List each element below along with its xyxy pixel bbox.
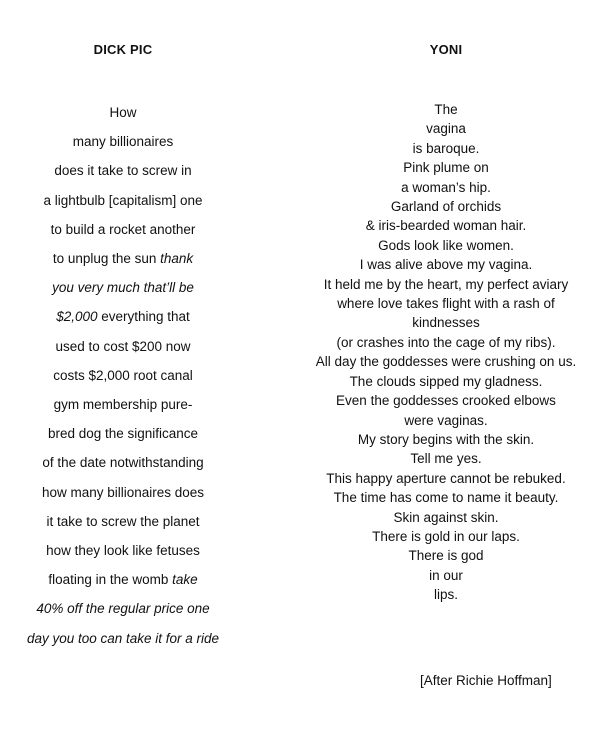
- poem-line: [10, 156, 236, 185]
- poem-line: kindnesses: [412, 315, 480, 331]
- poem-line: [10, 273, 236, 302]
- text-segment: how they look like fetuses: [46, 543, 200, 559]
- text-segment: floating in the womb: [48, 572, 173, 588]
- poem-body-dick-pic: [10, 98, 236, 653]
- poem-line: All day the goddesses were crushing on us.: [315, 354, 577, 370]
- poem-line: Skin against skin.: [393, 509, 499, 525]
- poem-line: vagina: [426, 121, 466, 137]
- poem-line: [10, 419, 236, 448]
- text-segment: a lightbulb [capitalism] one: [43, 192, 203, 208]
- poem-line: a woman’s hip.: [401, 179, 491, 195]
- poem-line: [10, 244, 236, 273]
- poem-line: lips.: [433, 587, 458, 603]
- poem-line: where love takes flight with a rash of: [337, 296, 555, 312]
- poem-line: Gods look like women.: [378, 237, 514, 253]
- poem-line: [10, 127, 236, 156]
- text-segment: many billionaires: [72, 134, 174, 150]
- text-segment: bred dog the significance: [47, 426, 199, 442]
- poem-line: (or crashes into the cage of my ribs).: [336, 334, 556, 350]
- attribution: [After Richie Hoffman]: [420, 673, 552, 688]
- poem-line: [10, 565, 236, 594]
- poem-line: This happy aperture cannot be rebuked.: [326, 470, 566, 486]
- poem-line: Pink plume on: [403, 160, 489, 176]
- text-segment: does it take to screw in: [54, 163, 192, 179]
- poem-line: [10, 448, 236, 477]
- poem-line: [10, 594, 236, 623]
- poem-line: Tell me yes.: [410, 451, 482, 467]
- poem-line: in our: [429, 567, 463, 583]
- text-segment: of the date notwithstanding: [42, 455, 204, 471]
- text-segment: everything that: [97, 309, 190, 325]
- text-segment: gym membership pure-: [53, 397, 193, 413]
- poem-line: The clouds sipped my gladness.: [349, 373, 543, 389]
- poem-line: The: [434, 102, 458, 117]
- text-segment: to unplug the sun: [52, 251, 161, 267]
- poem-line: & iris-bearded woman hair.: [365, 218, 527, 234]
- poem-line: Garland of orchids: [390, 199, 502, 215]
- poem-line: My story begins with the skin.: [357, 431, 535, 447]
- text-segment: how many billionaires does: [41, 484, 205, 500]
- poem-line: [10, 536, 236, 565]
- poem-line: I was alive above my vagina.: [359, 257, 533, 273]
- text-segment: it take to screw the planet: [46, 513, 200, 529]
- text-segment: to build a rocket another: [50, 221, 196, 237]
- italic-text: you very much that’ll be: [52, 280, 194, 296]
- poem-line: [10, 332, 236, 361]
- poem-line: Even the goddesses crooked elbows: [336, 393, 556, 409]
- italic-text: 40% off the regular price one: [36, 601, 210, 617]
- poem-line: [10, 98, 236, 127]
- poem-line: is baroque.: [412, 140, 480, 156]
- poem-line: [10, 302, 236, 331]
- poem-line: There is gold in our laps.: [372, 528, 520, 544]
- poem-title-dick-pic: DICK PIC: [93, 42, 153, 57]
- poem-line: There is god: [408, 548, 484, 564]
- poem-line: [10, 624, 236, 653]
- poem-line: [10, 390, 236, 419]
- poem-line: [10, 507, 236, 536]
- poem-line: [10, 215, 236, 244]
- italic-text: $2,000: [56, 309, 98, 325]
- text-segment: costs $2,000 root canal: [53, 367, 193, 383]
- poem-line: [10, 186, 236, 215]
- poem-line: It held me by the heart, my perfect aviary: [323, 276, 569, 292]
- text-segment: How: [109, 105, 137, 120]
- italic-text: day you too can take it for a ride: [26, 630, 220, 646]
- poem-line: [10, 478, 236, 507]
- italic-text: take: [172, 572, 198, 588]
- text-segment: used to cost $200 now: [55, 338, 191, 354]
- poem-line: were vaginas.: [404, 412, 488, 428]
- italic-text: thank: [160, 251, 194, 267]
- poem-line: [10, 361, 236, 390]
- poem-line: The time has come to name it beauty.: [333, 490, 559, 506]
- poem-title-yoni: YONI: [429, 42, 463, 57]
- poem-body-yoni: [300, 100, 592, 605]
